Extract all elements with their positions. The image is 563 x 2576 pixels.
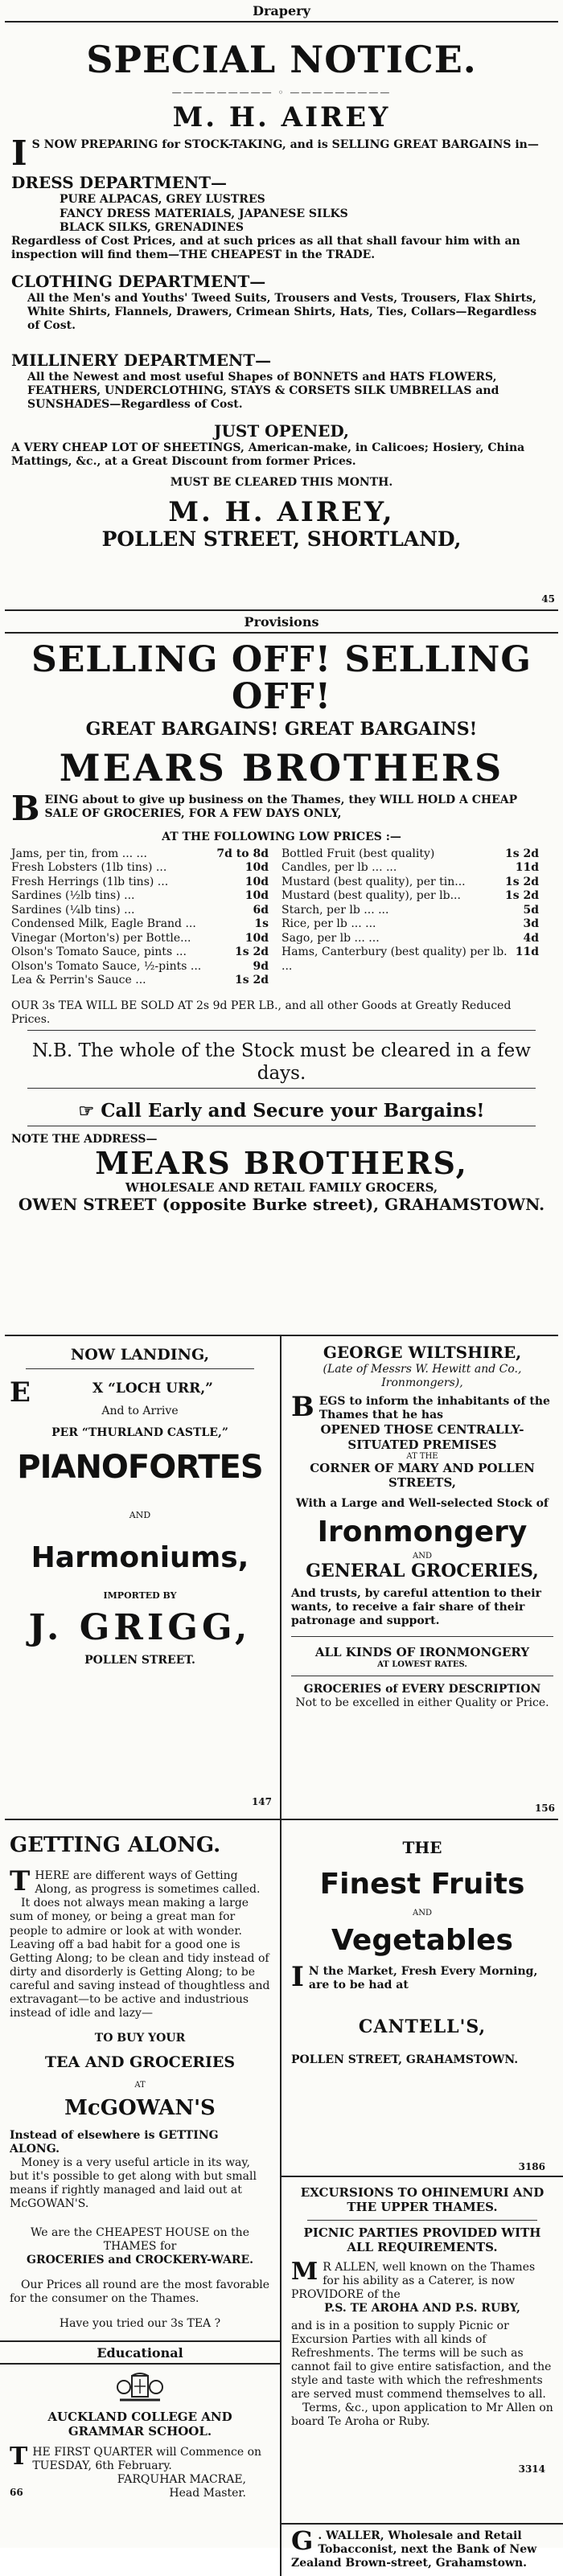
intro-text: R ALLEN, well known on the Thames for his ability as a Caterer, is now PROVIDORE of the — [291, 2261, 536, 2302]
mcgowans-name: McGOWAN'S — [64, 2095, 216, 2120]
just-opened-heading: JUST OPENED, — [213, 421, 350, 441]
footer-advertiser-name: M. H. AIREY, — [168, 495, 395, 528]
provisions-section — [0, 611, 563, 1335]
section-label-provisions: Provisions — [244, 614, 319, 630]
pollen-street: POLLEN STREET. — [84, 1653, 195, 1667]
price-row — [11, 960, 282, 974]
drop-cap: I — [11, 133, 27, 173]
price-value: 1s 2d — [504, 875, 539, 888]
dress-item: BLACK SILKS, GRENADINES — [60, 220, 244, 234]
drop-cap: E — [10, 1376, 31, 1409]
getting-along-headline: GETTING ALONG. — [10, 1833, 221, 1857]
price-value: 1s — [254, 917, 269, 931]
pointing-hand-icon: ☞ — [78, 1101, 95, 1122]
advertisement-number: 3186 — [518, 2161, 545, 2172]
cantell-advertisement — [291, 1838, 553, 2176]
drop-cap: M — [291, 2258, 318, 2287]
selling-off-headline: SELLING OFF! SELLING OFF! — [31, 639, 532, 718]
price-item: Sago, per lb ... ... — [282, 931, 380, 945]
drop-cap: I — [291, 1961, 304, 1993]
price-value: 7d to 8d — [216, 847, 269, 860]
signer-title-row — [10, 2487, 270, 2500]
just-opened-text: A VERY CHEAP LOT OF SHEETINGS, American-make, in Calicoes; Hosiery, China Mattings, &c., at a Great Discount from former Prices. — [11, 441, 525, 469]
waller-advertisement — [291, 2525, 553, 2570]
intro-paragraph — [291, 2258, 553, 2302]
imported-by: IMPORTED BY — [103, 1589, 177, 1601]
price-value: 10d — [245, 861, 269, 875]
headline-special-notice: SPECIAL NOTICE. — [86, 38, 477, 81]
all-kinds: ALL KINDS OF IRONMONGERY — [314, 1645, 530, 1660]
corner-streets: CORNER OF MARY AND POLLEN STREETS, — [310, 1460, 535, 1491]
millinery-department-heading: MILLINERY DEPARTMENT— — [11, 351, 272, 371]
advertiser-name: M. H. AIREY — [172, 101, 391, 134]
intro-paragraph — [11, 133, 552, 173]
harmoniums-heading: Harmoniums, — [31, 1540, 249, 1574]
great-bargains-line: GREAT BARGAINS! GREAT BARGAINS! — [85, 719, 478, 740]
cheapest-house: We are the CHEAPEST HOUSE on the THAMES for — [31, 2225, 249, 2253]
price-value: 11d — [515, 861, 539, 875]
firm-name: MEARS BROTHERS — [59, 745, 504, 790]
mcgowan-column — [0, 1820, 282, 2576]
price-value: 6d — [253, 903, 269, 917]
clothing-text: All the Men's and Youths' Tweed Suits, Trousers and Vests, Trousers, Flax Shirts, White Shirts, Flannels, Drawers, Crimean Shirts, Hats, Ties, Collars—Regardless of Cost. — [27, 291, 537, 333]
price-item: Hams, Canterbury (best quality) per lb. ... — [282, 945, 508, 973]
price-value: 10d — [245, 875, 269, 888]
divider — [5, 632, 558, 634]
price-row — [11, 861, 282, 876]
dress-note: Regardless of Cost Prices, and at such prices as all that shall favour him with an inspection will find them—THE CHEAPEST in the TRADE. — [11, 234, 520, 261]
price-row — [282, 861, 552, 876]
price-row — [11, 889, 282, 904]
price-row — [11, 945, 282, 960]
mears-advertisement — [0, 639, 563, 1335]
divider — [26, 1368, 254, 1369]
price-list — [11, 847, 552, 988]
and-to-arrive: And to Arrive — [101, 1405, 179, 1418]
intro-text: EING about to give up business on the Thames, they WILL HOLD A CHEAP SALE OF GROCERIES, FOR A FEW DAYS ONLY, — [44, 794, 518, 821]
price-value: 11d — [515, 945, 539, 959]
not-excelled: Not to be excelled in either Quality or Price. — [295, 1696, 549, 1709]
excursions-advertisement — [291, 2185, 553, 2523]
picnic-parties: PICNIC PARTIES PROVIDED WITH ALL REQUIREMENTS. — [303, 2225, 541, 2254]
price-value: 5d — [523, 903, 539, 917]
price-item: Olson's Tomato Sauce, pints ... — [11, 945, 187, 959]
excursions-body: and is in a position to supply Picnic or Excursion Parties with all kinds of Refreshments. The terms will be such as cannot fail to give entire satisfaction, and the style and taste with which the refreshments are served must commend themselves to all. — [291, 2319, 552, 2401]
price-item: Sardines (½lb tins) ... — [11, 889, 135, 903]
drop-cap: T — [10, 1865, 31, 1898]
and-word: AND — [129, 1509, 151, 1520]
mcgowan-paragraph-2: It does not always mean making a large sum of money, or being a great man for people to admire or look at with wonder. Leaving off a bad habit for a good one is Getting Along; to be clean and tidy instead of dirty and disorderly is Getting Along; to be careful and saving instead of thoughtless and extravagant—to be active and industrious instead of idle and lazy— — [10, 1897, 270, 2020]
price-item: Rice, per lb ... ... — [282, 917, 376, 931]
at-the: AT THE — [406, 1451, 438, 1461]
divider — [282, 2176, 563, 2177]
cantells-name: CANTELL'S, — [358, 2016, 487, 2038]
to-buy-your: TO BUY YOUR — [94, 2032, 186, 2045]
advertisement-number: 147 — [251, 1796, 272, 1807]
ship-name — [10, 1376, 270, 1409]
price-row — [11, 847, 282, 862]
advertisement-number: 156 — [534, 1803, 555, 1814]
drop-cap: B — [291, 1391, 314, 1424]
late-of-line: (Late of Messrs W. Hewitt and Co., Ironmongers), — [323, 1363, 522, 1390]
price-item: Fresh Lobsters (1lb tins) ... — [11, 861, 167, 875]
dress-item: FANCY DRESS MATERIALS, JAPANESE SILKS — [60, 207, 348, 220]
price-row — [282, 876, 552, 890]
paragraph-text: HERE are different ways of Getting Along, as progress is sometimes called. — [35, 1869, 261, 1897]
price-row — [11, 974, 282, 988]
price-value: 9d — [253, 959, 269, 973]
and-word: AND — [413, 1909, 432, 1918]
price-item: Lea & Perrin's Sauce ... — [11, 974, 146, 987]
cantells-address: POLLEN STREET, GRAHAMSTOWN. — [291, 2053, 519, 2066]
price-item: Sardines (¼lb tins) ... — [11, 903, 135, 917]
at-word: AT — [134, 2080, 146, 2090]
divider — [0, 2363, 280, 2365]
price-item: Bottled Fruit (best quality) — [282, 847, 435, 860]
drop-cap: B — [11, 789, 40, 829]
signer-title: Head Master. — [169, 2486, 246, 2500]
price-item: Vinegar (Morton's) per Bottle... — [11, 931, 191, 945]
price-item: Mustard (best quality), per tin... — [282, 875, 466, 888]
divider — [307, 2220, 537, 2221]
price-row — [282, 904, 552, 918]
cleared-notice: MUST BE CLEARED THIS MONTH. — [170, 475, 393, 489]
intro-paragraph — [291, 1391, 553, 1424]
lowest-rates: AT LOWEST RATES. — [377, 1659, 467, 1669]
tea-line: OUR 3s TEA WILL BE SOLD AT 2s 9d PER LB., and all other Goods at Greatly Reduced Prices. — [11, 999, 512, 1027]
price-row — [282, 917, 552, 932]
general-groceries: GENERAL GROCERIES, — [306, 1560, 539, 1581]
call-early-text: Call Early and Secure your Bargains! — [101, 1100, 485, 1122]
price-row — [282, 889, 552, 904]
section-label-drapery: Drapery — [253, 3, 310, 18]
royal-crest-icon — [113, 2369, 166, 2405]
price-row — [282, 932, 552, 946]
stock-line: With a Large and Well-selected Stock of — [296, 1496, 549, 1510]
advertisement-number: 3314 — [518, 2463, 545, 2475]
opened-premises: OPENED THOSE CENTRALLY-SITUATED PREMISES — [320, 1422, 524, 1452]
section-label-educational: Educational — [97, 2345, 183, 2361]
groceries-crockery: GROCERIES and CROCKERY-WARE. — [26, 2253, 253, 2266]
price-value: 1s 2d — [234, 945, 269, 959]
educational-advertisement — [10, 2369, 270, 2500]
wiltshire-name: GEORGE WILTSHIRE, — [323, 1343, 522, 1362]
price-value: 1s 2d — [234, 974, 269, 987]
address-note: NOTE THE ADDRESS— — [11, 1132, 158, 1146]
drop-cap: G — [291, 2525, 314, 2556]
price-item: Olson's Tomato Sauce, ½-pints ... — [11, 959, 202, 973]
dress-item: PURE ALPACAS, GREY LUSTRES — [60, 193, 265, 207]
now-landing: NOW LANDING, — [70, 1346, 210, 1364]
money-paragraph: Money is a very useful article in its way, but it's possible to get along with but small means if rightly managed and laid out at McGOWAN'S. — [10, 2156, 257, 2211]
price-row — [282, 945, 552, 974]
divider — [27, 1088, 536, 1089]
finest-fruits-heading: Finest Fruits — [319, 1868, 525, 1901]
intro-paragraph — [291, 1961, 553, 1993]
price-value: 3d — [523, 917, 539, 931]
price-row — [11, 904, 282, 918]
right-column-lower — [282, 1820, 563, 2576]
tea-and-groceries: TEA AND GROCERIES — [44, 2053, 236, 2072]
intro-text: N the Market, Fresh Every Morning, are to be had at — [308, 1965, 538, 1992]
footer-address: POLLEN STREET, SHORTLAND, — [101, 527, 462, 551]
dress-department-heading: DRESS DEPARTMENT— — [11, 173, 228, 193]
steamer-names: P.S. TE AROHA AND P.S. RUBY, — [324, 2302, 520, 2316]
pianofortes-heading: PIANOFORTES — [17, 1448, 263, 1486]
advertisement-number: 66 — [10, 2486, 23, 2498]
ship-name-text: X “LOCH URR,” — [92, 1380, 213, 1397]
excursions-heading: EXCURSIONS TO OHINEMURI AND THE UPPER THAMES. — [300, 2185, 545, 2215]
nb-notice: N.B. The whole of the Stock must be cleared in a few days. — [32, 1040, 531, 1084]
price-list-left-column — [11, 847, 282, 988]
instead-line: Instead of elsewhere is GETTING ALONG. — [10, 2129, 219, 2156]
clothing-department-heading: CLOTHING DEPARTMENT— — [11, 271, 266, 291]
intro-text: S NOW PREPARING for STOCK-TAKING, and is SELLING GREAT BARGAINS in— — [31, 137, 539, 151]
firm-name-footer: MEARS BROTHERS, — [95, 1144, 468, 1181]
price-list-heading: AT THE FOLLOWING LOW PRICES :— — [162, 830, 401, 843]
tried-tea-question: Have you tried our 3s TEA ? — [59, 2316, 221, 2330]
price-item: Jams, per tin, from ... ... — [11, 847, 147, 860]
price-item: Condensed Milk, Eagle Brand ... — [11, 917, 196, 931]
groceries-description: GROCERIES of EVERY DESCRIPTION — [303, 1682, 541, 1696]
mcgowan-paragraph-1 — [10, 1865, 270, 1898]
price-row — [282, 847, 552, 862]
the-word: THE — [402, 1838, 442, 1857]
price-list-right-column — [282, 847, 552, 988]
price-item: Starch, per lb ... ... — [282, 903, 389, 917]
divider — [5, 21, 558, 23]
ornament-divider: ————————— ◦ ————————— — [171, 87, 392, 99]
vegetables-heading: Vegetables — [331, 1924, 513, 1957]
waller-text: . WALLER, Wholesale and Retail Tobacconist, next the Bank of New Zealand Brown-street, Grahamstown. — [291, 2529, 537, 2570]
price-item: Candles, per lb ... ... — [282, 861, 397, 875]
price-value: 4d — [523, 931, 539, 945]
two-column-row-1 — [0, 1336, 563, 1819]
price-row — [11, 932, 282, 946]
price-value: 10d — [245, 889, 269, 903]
trust-paragraph: And trusts, by careful attention to their wants, to receive a fair share of their patronage and support. — [291, 1587, 541, 1628]
ironmongery-heading: Ironmongery — [317, 1515, 528, 1548]
first-quarter — [10, 2442, 270, 2473]
grigg-name: J. GRIGG, — [28, 1606, 252, 1648]
intro-text: EGS to inform the inhabitants of the Thames that he has — [318, 1395, 550, 1422]
divider — [291, 1636, 553, 1637]
signer-name: FARQUHAR MACRAE, — [117, 2472, 246, 2486]
price-item: Fresh Herrings (1lb tins) ... — [11, 875, 169, 888]
prices-paragraph: Our Prices all round are the most favorable for the consumer on the Thames. — [10, 2278, 270, 2305]
intro-paragraph — [11, 789, 552, 829]
dress-items — [11, 193, 552, 234]
drapery-section — [0, 0, 563, 609]
drop-cap: T — [10, 2442, 28, 2471]
price-value: 1s 2d — [504, 847, 539, 860]
two-column-row-2 — [0, 1820, 563, 2576]
advertisement-number: 45 — [541, 593, 555, 605]
price-item: Mustard (best quality), per lb... — [282, 889, 461, 903]
price-row — [11, 917, 282, 932]
millinery-text: All the Newest and most useful Shapes of BONNETS and HATS FLOWERS, FEATHERS, UNDERCLOTHING, STAYS & CORSETS SILK UMBRELLAS and SUNSHADES—Regardless of Cost. — [27, 371, 499, 412]
college-name: AUCKLAND COLLEGE AND GRAMMAR SCHOOL. — [47, 2410, 232, 2439]
divider — [282, 2523, 563, 2525]
grigg-advertisement — [0, 1336, 282, 1819]
price-value: 10d — [245, 931, 269, 945]
divider — [27, 1030, 536, 1031]
call-early-line — [11, 1100, 552, 1122]
owen-street-address: OWEN STREET (opposite Burke street), GRAHAMSTOWN. — [18, 1195, 545, 1215]
airey-advertisement — [0, 40, 563, 609]
quarter-text: HE FIRST QUARTER will Commence on TUESDAY, 6th February. — [32, 2445, 262, 2472]
price-value: 1s 2d — [504, 889, 539, 903]
wholesale-line: WHOLESALE AND RETAIL FAMILY GROCERS, — [125, 1179, 438, 1195]
price-row — [11, 876, 282, 890]
and-word: AND — [413, 1551, 432, 1561]
second-ship: PER “THURLAND CASTLE,” — [51, 1426, 228, 1440]
wiltshire-advertisement — [282, 1336, 563, 1819]
excursions-terms: Terms, &c., upon application to Mr Allen on board Te Aroha or Ruby. — [291, 2401, 553, 2429]
